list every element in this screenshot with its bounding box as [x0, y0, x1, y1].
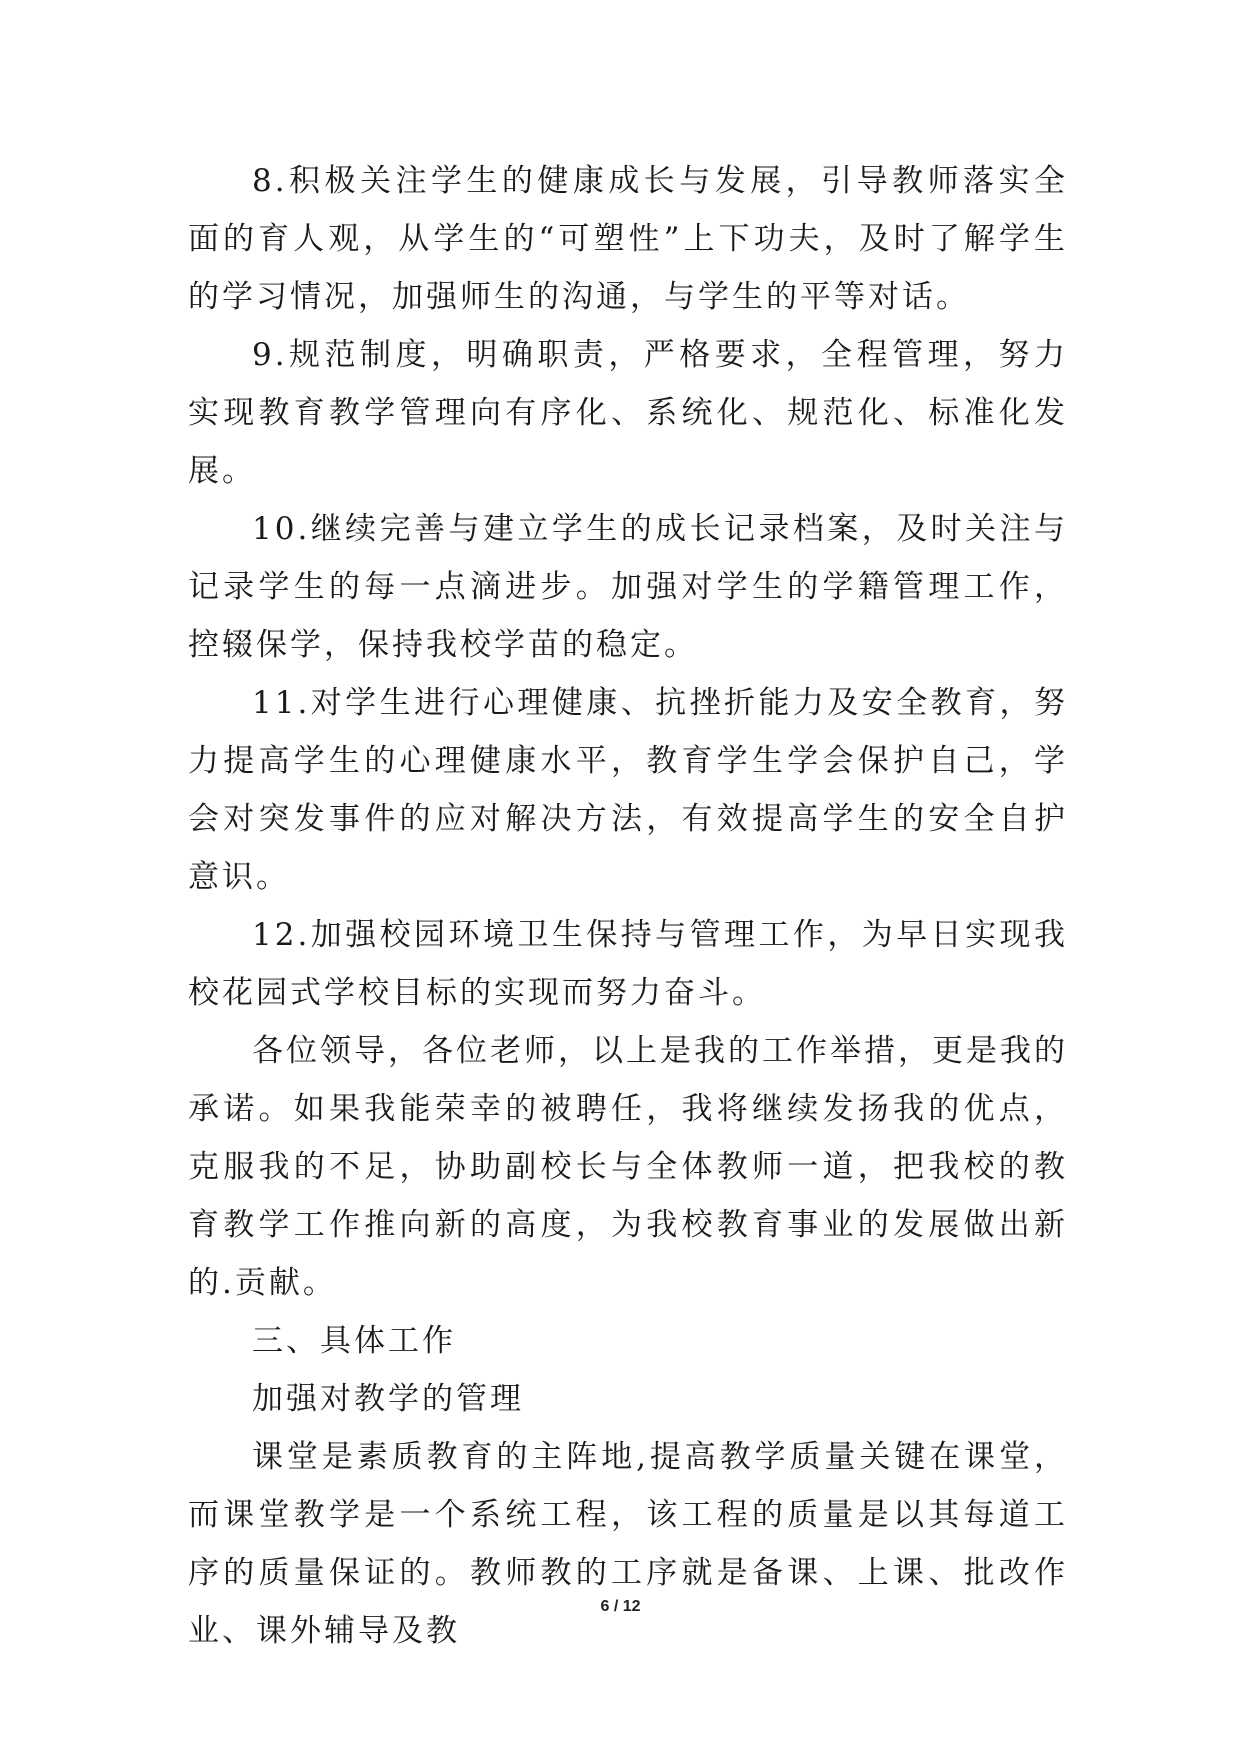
paragraph-item-11: 11.对学生进行心理健康、抗挫折能力及安全教育，努力提高学生的心理健康水平，教育学生学会保护自己，学会对突发事件的应对解决方法，有效提高学生的安全自护意识。	[188, 685, 1068, 895]
document-body	[188, 152, 1068, 1660]
paragraph-item-8: 8.积极关注学生的健康成长与发展，引导教师落实全面的育人观，从学生的“可塑性”上下功夫，及时了解学生的学习情况，加强师生的沟通，与学生的平等对话。	[188, 163, 1068, 315]
page-number: 6 / 12	[600, 1598, 641, 1615]
subsection-heading: 加强对教学的管理	[252, 1381, 524, 1417]
section-heading: 三、具体工作	[252, 1323, 456, 1359]
paragraph-item-12: 12.加强校园环境卫生保持与管理工作，为早日实现我校花园式学校目标的实现而努力奋斗。	[188, 917, 1068, 1011]
paragraph-item-10: 10.继续完善与建立学生的成长记录档案，及时关注与记录学生的每一点滴进步。加强对学生的学籍管理工作，控辍保学，保持我校学苗的稳定。	[188, 511, 1068, 663]
paragraph-classroom: 课堂是素质教育的主阵地,提高教学质量关键在课堂，而课堂教学是一个系统工程，该工程的质量是以其每道工序的质量保证的。教师教的工序就是备课、上课、批改作业、课外辅导及教	[188, 1439, 1068, 1649]
paragraph-commitment: 各位领导，各位老师，以上是我的工作举措，更是我的承诺。如果我能荣幸的被聘任，我将继续发扬我的优点，克服我的不足，协助副校长与全体教师一道，把我校的教育教学工作推向新的高度，为我校教育事业的发展做出新的.贡献。	[188, 1033, 1068, 1301]
paragraph-item-9: 9.规范制度，明确职责，严格要求，全程管理，努力实现教育教学管理向有序化、系统化、规范化、标准化发展。	[188, 337, 1068, 489]
